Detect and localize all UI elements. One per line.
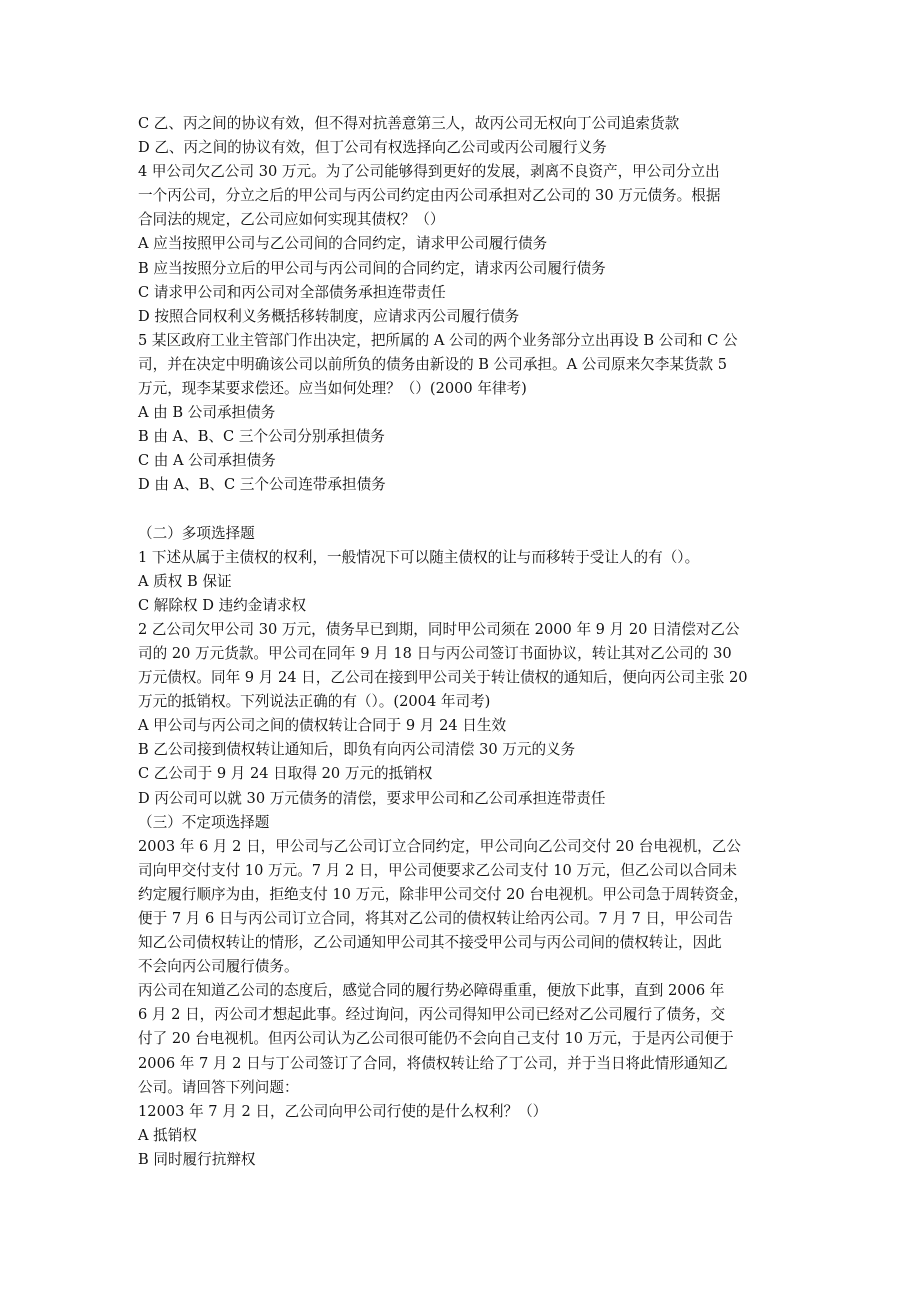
case-text: 丙公司在知道乙公司的态度后，感觉合同的履行势必障碍重重，便放下此事，直到 2006 年 bbox=[138, 982, 725, 1000]
option-d: D 按照合同权利义务概括移转制度，应请求丙公司履行债务 bbox=[138, 307, 520, 325]
document-page bbox=[138, 112, 788, 1172]
option-line: A 质权 B 保证 bbox=[138, 572, 232, 590]
option-a: A 抵销权 bbox=[138, 1126, 197, 1144]
section-title-multiple-choice: （二）多项选择题 bbox=[138, 524, 255, 542]
option-c: C 由 A 公司承担债务 bbox=[138, 452, 276, 470]
case-text: 便于 7 月 6 日与丙公司订立合同，将其对乙公司的债权转让给丙公司。7 月 7 日，甲公司告 bbox=[138, 910, 733, 927]
case-text: 付了 20 台电视机。但丙公司认为乙公司很可能仍不会向自己支付 10 万元，于是丙公司便于 bbox=[138, 1030, 734, 1048]
text-line: D 乙、丙之间的协议有效，但丁公司有权选择向乙公司或丙公司履行义务 bbox=[138, 139, 607, 157]
section-title-indefinite-choice: （三）不定项选择题 bbox=[138, 813, 270, 831]
question-block-part1 bbox=[138, 112, 788, 498]
question-5-text: 5 某区政府工业主管部门作出决定，把所属的 A 公司的两个业务部分立出再设 B 公司和 C 公 bbox=[138, 331, 738, 349]
question-5-text: 万元，现李某要求偿还。应当如何处理？（）(2000 年律考) bbox=[138, 380, 527, 398]
question-4-text: 4 甲公司欠乙公司 30 万元。为了公司能够得到更好的发展，剥离不良资产，甲公司分立出 bbox=[138, 163, 720, 181]
question-block-part2 bbox=[138, 546, 788, 811]
case-text: 公司。请回答下列问题： bbox=[138, 1078, 299, 1096]
case-text: 司向甲交付支付 10 万元。7 月 2 日，甲公司便要求乙公司支付 10 万元，但乙公司以合同未 bbox=[138, 861, 737, 879]
question-2-text: 司的 20 万元货款。甲公司在同年 9 月 18 日与丙公司签订书面协议，转让其对乙公司的 30 bbox=[138, 644, 732, 662]
case-text: 6 月 2 日，丙公司才想起此事。经过询问，丙公司得知甲公司已经对乙公司履行了债务，交 bbox=[138, 1006, 726, 1024]
question-4-text: 合同法的规定，乙公司应如何实现其债权？（） bbox=[138, 211, 445, 229]
case-text: 2003 年 6 月 2 日，甲公司与乙公司订立合同约定，甲公司向乙公司交付 20 台电视机，乙公 bbox=[138, 837, 741, 855]
question-1-text: 12003 年 7 月 2 日，乙公司向甲公司行使的是什么权利？（） bbox=[138, 1102, 548, 1120]
case-text: 不会向丙公司履行债务。 bbox=[138, 958, 299, 976]
question-5-text: 司，并在决定中明确该公司以前所负的债务由新设的 B 公司承担。A 公司原来欠李某货款 5 bbox=[138, 355, 728, 373]
option-line: C 解除权 D 违约金请求权 bbox=[138, 596, 307, 614]
question-4-text: 一个丙公司，分立之后的甲公司与丙公司约定由丙公司承担对乙公司的 30 万元债务。根据 bbox=[138, 187, 721, 205]
case-text: 知乙公司债权转让的情形，乙公司通知甲公司其不接受甲公司与丙公司间的债权转让，因此 bbox=[138, 934, 722, 952]
option-c: C 乙公司于 9 月 24 日取得 20 万元的抵销权 bbox=[138, 765, 433, 783]
case-text: 2006 年 7 月 2 日与丁公司签订了合同，将债权转让给了丁公司，并于当日将此情形通知乙 bbox=[138, 1054, 728, 1072]
question-2-text: 万元债权。同年 9 月 24 日，乙公司在接到甲公司关于转让债权的通知后，便向丙公司主张 20 bbox=[138, 669, 748, 687]
option-d: D 由 A、B、C 三个公司连带承担债务 bbox=[138, 476, 386, 494]
option-d: D 丙公司可以就 30 万元债务的清偿，要求甲公司和乙公司承担连带责任 bbox=[138, 789, 606, 807]
option-a: A 甲公司与丙公司之间的债权转让合同于 9 月 24 日生效 bbox=[138, 717, 507, 735]
question-2-text: 2 乙公司欠甲公司 30 万元，债务早已到期，同时甲公司须在 2000 年 9 月 20 日清偿对乙公 bbox=[138, 620, 740, 638]
blank-line bbox=[138, 498, 788, 522]
option-b: B 同时履行抗辩权 bbox=[138, 1150, 256, 1168]
option-b: B 乙公司接到债权转让通知后，即负有向丙公司清偿 30 万元的义务 bbox=[138, 741, 576, 759]
question-1-text: 1 下述从属于主债权的权利，一般情况下可以随主债权的让与而移转于受让人的有（）。 bbox=[138, 548, 700, 566]
option-b: B 应当按照分立后的甲公司与丙公司间的合同约定，请求丙公司履行债务 bbox=[138, 259, 606, 277]
question-2-text: 万元的抵销权。下列说法正确的有（）。(2004 年司考) bbox=[138, 693, 491, 711]
text-line: C 乙、丙之间的协议有效，但不得对抗善意第三人，故丙公司无权向丁公司追索货款 bbox=[138, 115, 680, 132]
case-text: 约定履行顺序为由，拒绝支付 10 万元，除非甲公司交付 20 台电视机。甲公司急于周转资金， bbox=[138, 885, 749, 903]
option-a: A 由 B 公司承担债务 bbox=[138, 404, 276, 422]
option-c: C 请求甲公司和丙公司对全部债务承担连带责任 bbox=[138, 283, 446, 301]
option-b: B 由 A、B、C 三个公司分别承担债务 bbox=[138, 428, 385, 446]
question-block-part3 bbox=[138, 835, 788, 1172]
option-a: A 应当按照甲公司与乙公司间的合同约定，请求甲公司履行债务 bbox=[138, 235, 548, 253]
